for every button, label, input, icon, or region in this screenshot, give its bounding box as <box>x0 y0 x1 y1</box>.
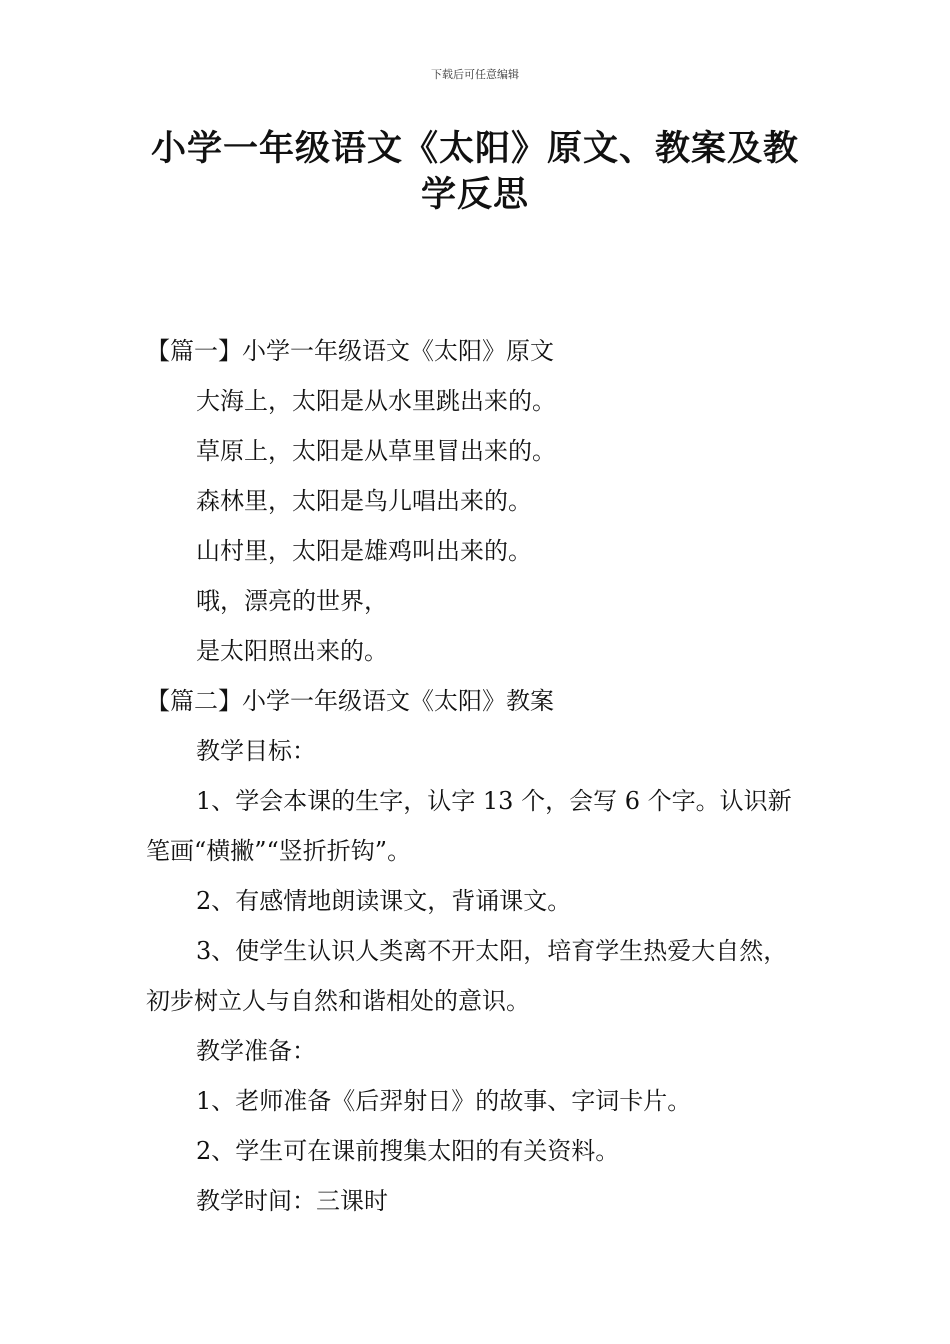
section-heading-part1: 【篇一】小学一年级语文《太阳》原文 <box>146 337 554 365</box>
poem-line: 山村里，太阳是雄鸡叫出来的。 <box>196 537 532 565</box>
poem-line: 大海上，太阳是从水里跳出来的。 <box>196 387 556 415</box>
poem-line: 森林里，太阳是鸟儿唱出来的。 <box>196 487 532 515</box>
prep-item-1: 1、老师准备《后羿射日》的故事、字词卡片。 <box>196 1087 692 1115</box>
goals-label: 教学目标： <box>196 737 316 765</box>
document-title <box>150 126 800 218</box>
prep-label: 教学准备： <box>196 1037 316 1065</box>
title-line-2: 学反思 <box>420 175 529 215</box>
page-header-note: 下载后可任意编辑 <box>431 68 519 81</box>
poem-line: 哦，漂亮的世界， <box>196 587 388 615</box>
goal-1-line-2: 笔画“横撇”“竖折折钩”。 <box>146 837 412 865</box>
poem-line: 草原上，太阳是从草里冒出来的。 <box>196 437 556 465</box>
goal-3-line-2: 初步树立人与自然和谐相处的意识。 <box>146 987 530 1015</box>
teaching-time: 教学时间：三课时 <box>196 1187 388 1215</box>
prep-item-2: 2、学生可在课前搜集太阳的有关资料。 <box>196 1137 620 1165</box>
section-heading-part2: 【篇二】小学一年级语文《太阳》教案 <box>146 687 554 715</box>
goal-2: 2、有感情地朗读课文，背诵课文。 <box>196 887 572 915</box>
goal-3-line-1: 3、使学生认识人类离不开太阳，培育学生热爱大自然， <box>196 937 788 965</box>
document-body <box>146 326 836 1226</box>
poem-line: 是太阳照出来的。 <box>196 637 388 665</box>
title-line-1: 小学一年级语文《太阳》原文、教案及教 <box>150 129 799 169</box>
goal-1-line-1: 1、学会本课的生字，认字 13 个，会写 6 个字。认识新 <box>196 787 792 815</box>
